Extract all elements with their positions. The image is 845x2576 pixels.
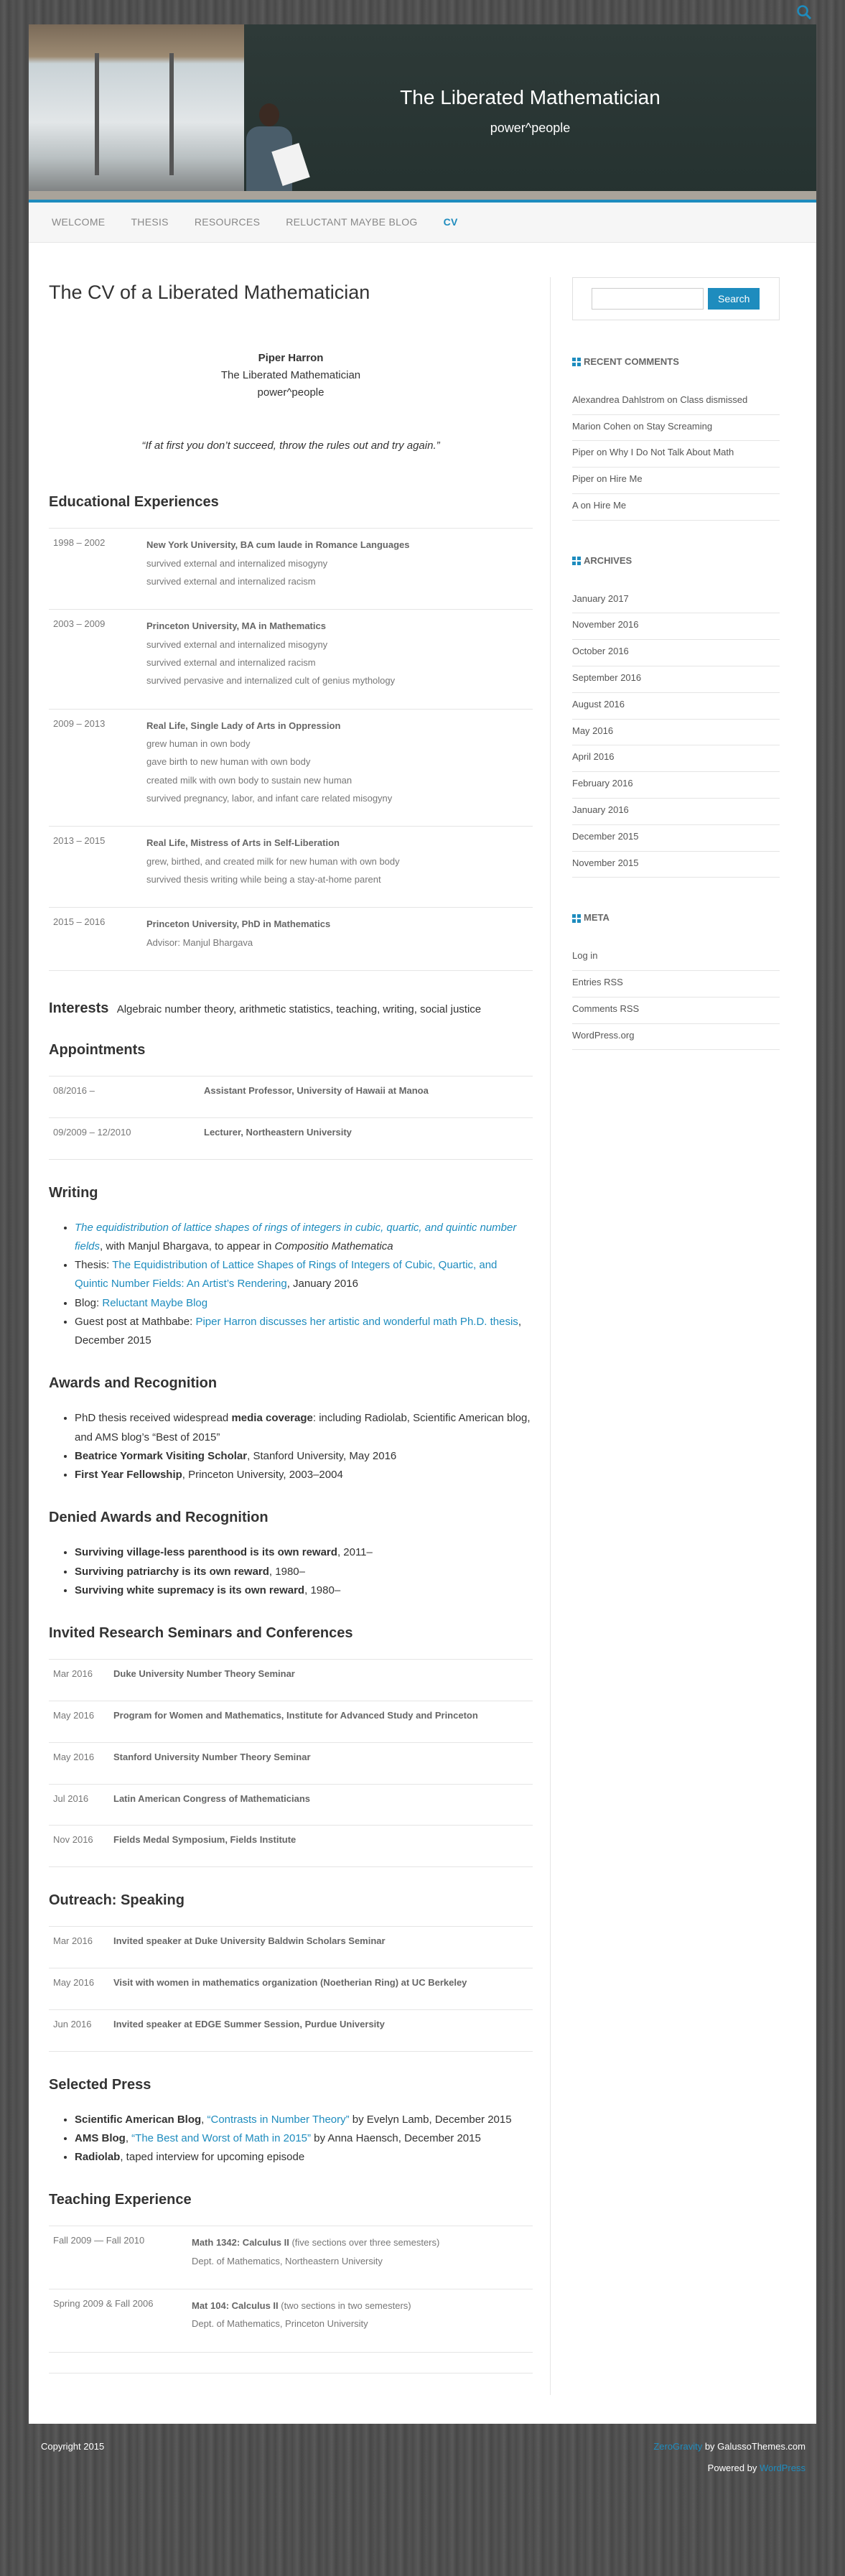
section-heading-education: Educational Experiences <box>49 494 219 511</box>
header-accent-line <box>29 200 816 203</box>
nav-item-welcome[interactable]: WELCOME <box>52 216 106 228</box>
interests-text: Algebraic number theory, arithmetic statistics, teaching, writing, social justice <box>116 1003 482 1016</box>
table-row <box>49 529 533 610</box>
press-list <box>75 2111 533 2167</box>
comment-on: on <box>594 447 610 458</box>
list-item-bold: media coverage <box>231 1412 313 1425</box>
row-date: 1998 – 2002 <box>53 537 106 549</box>
row-line: survived external and internalized racism <box>146 656 316 668</box>
comment-on: on <box>594 473 610 485</box>
comment-author[interactable]: Piper <box>572 473 594 485</box>
meta-link-wordpress[interactable]: WordPress.org <box>572 1024 780 1051</box>
powered-by: Powered by <box>707 2463 760 2474</box>
section-heading-appointments: Appointments <box>49 1042 146 1059</box>
list-item-text: , January 2016 <box>286 1278 358 1291</box>
archive-link[interactable]: October 2016 <box>572 640 780 666</box>
site-description: power^people <box>490 121 571 135</box>
row-date: Spring 2009 & Fall 2006 <box>53 2297 154 2309</box>
list-item-text: by Anna Haensch, December 2015 <box>311 2131 481 2144</box>
cv-name: Piper Harron <box>258 352 324 365</box>
table-row <box>49 1077 533 1118</box>
row-title: Fields Medal Symposium, Fields Institute <box>113 1834 297 1846</box>
sidebar <box>550 277 780 2395</box>
table-row <box>49 827 533 908</box>
list-item-bold: Surviving white supremacy is its own reward <box>75 1584 305 1596</box>
archive-link[interactable]: August 2016 <box>572 693 780 720</box>
press-link[interactable]: “The Best and Worst of Math in 2015” <box>131 2131 312 2144</box>
page-title: The CV of a Liberated Mathematician <box>49 282 370 303</box>
meta-link-entries-rss[interactable]: Entries RSS <box>572 971 780 998</box>
list-item <box>75 1219 533 1257</box>
theme-link[interactable]: ZeroGravity <box>653 2440 703 2452</box>
row-detail <box>146 717 392 808</box>
nav-item-reluctant-maybe-blog[interactable]: RELUCTANT MAYBE BLOG <box>286 216 418 228</box>
list-item-text: Blog: <box>75 1296 103 1309</box>
comment-on: on <box>630 420 647 432</box>
archive-link[interactable]: September 2016 <box>572 666 780 693</box>
list-item <box>572 441 780 468</box>
list-item <box>75 2148 533 2167</box>
comment-post-link[interactable]: Stay Screaming <box>646 420 713 432</box>
row-line: created milk with own body to sustain new human <box>146 774 353 786</box>
list-item-bold: First Year Fellowship <box>75 1469 182 1482</box>
list-item-text: , with Manjul Bhargava, to appear in <box>100 1240 275 1252</box>
nav-item-cv[interactable]: CV <box>443 216 458 228</box>
list-item-text: , Stanford University, May 2016 <box>247 1449 397 1462</box>
row-date: Jun 2016 <box>53 2018 92 2029</box>
footer-copyright: Copyright 2015 <box>41 2440 105 2452</box>
section-heading-outreach: Outreach: Speaking <box>49 1892 185 1909</box>
list-item <box>75 1563 533 1581</box>
list-item-bold: AMS Blog <box>75 2131 126 2144</box>
row-title: Real Life, Mistress of Arts in Self-Liberation <box>146 837 340 849</box>
row-note: (five sections over three semesters) <box>289 2237 440 2249</box>
education-table <box>49 528 533 971</box>
widget-heading-text: RECENT COMMENTS <box>584 356 679 367</box>
row-line: survived external and internalized misogyny <box>146 638 328 650</box>
list-item <box>572 415 780 442</box>
search-icon[interactable] <box>796 4 812 20</box>
section-heading-denied-awards: Denied Awards and Recognition <box>49 1510 269 1526</box>
meta-widget <box>572 911 780 1050</box>
page-wrapper <box>29 24 816 2424</box>
list-item <box>572 468 780 494</box>
cv-tagline: power^people <box>257 386 325 399</box>
list-item-text: , taped interview for upcoming episode <box>120 2151 305 2163</box>
list-item-text: PhD thesis received widespread <box>75 1412 232 1425</box>
appointments-table <box>49 1076 533 1160</box>
table-row <box>49 1927 533 1968</box>
row-title: New York University, BA cum laude in Romance Languages <box>146 539 410 551</box>
list-item: • Scientific American Blog, “Contrasts in Number Theory” by Evelyn Lamb, December 2015 <box>75 2111 533 2129</box>
search-input[interactable] <box>592 288 704 310</box>
row-detail <box>192 2233 439 2270</box>
top-bar <box>0 0 845 24</box>
list-item <box>75 1466 533 1484</box>
comment-on: on <box>664 394 681 405</box>
table-row <box>49 1118 533 1160</box>
row-line: Dept. of Mathematics, Northeastern University <box>192 2255 383 2266</box>
list-item-bold: Surviving village-less parenthood is its own reward <box>75 1546 337 1559</box>
row-date: Nov 2016 <box>53 1834 93 1846</box>
table-row <box>49 2289 533 2353</box>
row-title: Princeton University, MA in Mathematics <box>146 620 326 632</box>
list-item-text: Guest post at Mathbabe: <box>75 1315 196 1328</box>
cv-quote: “If at first you don’t succeed, throw the rules out and try again.” <box>141 440 440 452</box>
row-title: Math 1342: Calculus II <box>192 2237 289 2249</box>
comment-post-link[interactable]: Why I Do Not Talk About Math <box>610 447 734 458</box>
theme-by: by GalussoThemes.com <box>702 2440 806 2452</box>
table-row-empty <box>49 2353 533 2373</box>
row-date: Jul 2016 <box>53 1792 89 1804</box>
interests <box>49 997 533 1020</box>
row-title: Latin American Congress of Mathematicians <box>113 1792 311 1804</box>
table-row <box>49 710 533 827</box>
blog-link[interactable]: Reluctant Maybe Blog <box>102 1296 208 1309</box>
archive-link[interactable]: April 2016 <box>572 745 780 772</box>
footer-credits <box>653 2440 806 2490</box>
list-item <box>572 389 780 415</box>
cv-subtitle: The Liberated Mathematician <box>220 369 361 382</box>
outreach-table <box>49 1926 533 2051</box>
content-area <box>29 243 816 2424</box>
list-item-bold: Scientific American Blog <box>75 2113 202 2126</box>
teaching-table <box>49 2226 533 2373</box>
row-title: Invited speaker at Duke University Baldwin Scholars Seminar <box>113 1935 386 1947</box>
list-item-text: , December 2015 <box>75 1315 521 1347</box>
list-item-text: , 1980– <box>269 1565 305 1578</box>
header-image-window <box>29 24 244 203</box>
row-date: 2009 – 2013 <box>53 717 106 729</box>
main-column <box>49 277 550 2395</box>
grid-icon <box>572 358 581 366</box>
grid-icon <box>572 557 581 565</box>
denied-awards-list <box>75 1543 533 1600</box>
nav-item-resources[interactable]: RESOURCES <box>194 216 261 228</box>
table-row <box>49 1701 533 1743</box>
row-date: Mar 2016 <box>53 1668 93 1680</box>
press-link[interactable]: “Contrasts in Number Theory” <box>207 2113 350 2126</box>
row-title: Visit with women in mathematics organization (Noetherian Ring) at UC Berkeley <box>113 1976 467 1988</box>
row-date: May 2016 <box>53 1709 95 1721</box>
search-button[interactable]: Search <box>708 288 760 310</box>
row-title: Mat 104: Calculus II <box>192 2300 279 2311</box>
comment-author[interactable]: Marion Cohen <box>572 420 631 432</box>
header-image-shelf <box>29 191 816 200</box>
row-date: May 2016 <box>53 1976 95 1988</box>
guest-post-link[interactable]: Piper Harron discusses her artistic and wonderful math Ph.D. thesis <box>195 1315 518 1328</box>
list-item-text: , Princeton University, 2003–2004 <box>182 1469 343 1482</box>
row-date: Mar 2016 <box>53 1935 93 1947</box>
section-heading-teaching: Teaching Experience <box>49 2192 192 2208</box>
row-line: survived external and internalized misogyny <box>146 557 328 569</box>
list-item-text: , 1980– <box>304 1584 341 1596</box>
row-date: May 2016 <box>53 1751 95 1762</box>
list-item <box>75 1447 533 1466</box>
row-title: Invited speaker at EDGE Summer Session, Purdue University <box>113 2018 385 2029</box>
comment-post-link[interactable]: Hire Me <box>610 473 643 485</box>
seminars-table <box>49 1659 533 1867</box>
main-nav <box>29 203 816 243</box>
comment-author[interactable]: Piper <box>572 447 594 458</box>
list-item <box>75 1294 533 1313</box>
site-header <box>29 24 816 203</box>
list-item-text: Thesis: <box>75 1259 113 1272</box>
table-row <box>49 610 533 709</box>
list-item-bold: Beatrice Yormark Visiting Scholar <box>75 1449 248 1462</box>
row-date: 09/2009 – 12/2010 <box>53 1126 131 1138</box>
table-row <box>49 1743 533 1785</box>
row-title: Stanford University Number Theory Seminar <box>113 1751 311 1762</box>
row-date: 08/2016 – <box>53 1085 95 1097</box>
widget-heading-text: META <box>584 912 610 924</box>
row-title: Program for Women and Mathematics, Institute for Advanced Study and Princeton <box>113 1709 478 1721</box>
list-item <box>75 1581 533 1600</box>
comment-author[interactable]: Alexandrea Dahlstrom <box>572 394 665 405</box>
row-line: survived pregnancy, labor, and infant care related misogyny <box>146 792 393 804</box>
widget-title-recent-comments <box>572 355 780 370</box>
list-item <box>75 1313 533 1351</box>
row-line: survived external and internalized racism <box>146 575 316 587</box>
archive-link[interactable]: December 2015 <box>572 825 780 852</box>
table-row <box>49 2226 533 2289</box>
grid-icon <box>572 914 581 923</box>
section-heading-writing: Writing <box>49 1184 98 1201</box>
table-row <box>49 1785 533 1826</box>
list-item: • AMS Blog, “The Best and Worst of Math in 2015” by Anna Haensch, December 2015 <box>75 2129 533 2148</box>
list-item-text: , 2011– <box>337 1546 373 1559</box>
journal-name: Compositio Mathematica <box>274 1240 393 1252</box>
row-detail <box>192 2297 411 2333</box>
table-row <box>49 1968 533 2010</box>
table-row <box>49 1826 533 1867</box>
site-title[interactable]: The Liberated Mathematician <box>400 86 660 108</box>
row-date: Fall 2009 — Fall 2010 <box>53 2235 145 2246</box>
section-heading-awards: Awards and Recognition <box>49 1375 218 1392</box>
row-title: Lecturer, Northeastern University <box>204 1126 352 1138</box>
row-detail <box>146 834 400 888</box>
row-date: 2003 – 2009 <box>53 618 106 630</box>
row-title: Princeton University, PhD in Mathematics <box>146 919 331 930</box>
row-line: gave birth to new human with own body <box>146 756 311 768</box>
table-row <box>49 1660 533 1701</box>
recent-comments-widget <box>572 355 780 521</box>
row-title: Real Life, Single Lady of Arts in Oppression <box>146 720 341 731</box>
site-footer <box>0 2424 845 2490</box>
paper-link[interactable]: The equidistribution of lattice shapes of rings of integers in cubic, quartic, and quintic number fields <box>75 1221 517 1252</box>
list-item <box>75 1256 533 1294</box>
row-detail <box>146 536 410 590</box>
list-item <box>75 1409 533 1447</box>
table-row <box>49 2010 533 2052</box>
thesis-link[interactable]: The Equidistribution of Lattice Shapes of Rings of Integers of Cubic, Quartic, and Quintic Number Fields: An Artist’s Rendering <box>75 1259 498 1291</box>
widget-title-archives <box>572 554 780 569</box>
section-heading-press: Selected Press <box>49 2076 151 2093</box>
list-item <box>75 1543 533 1562</box>
awards-list <box>75 1409 533 1484</box>
row-line: grew, birthed, and created milk for new human with own body <box>146 855 400 867</box>
search-widget <box>572 277 780 320</box>
archive-link[interactable]: January 2016 <box>572 799 780 825</box>
list-item-text: : including Radiolab, Scientific American blog, and AMS blog’s “Best of 2015” <box>75 1412 531 1443</box>
row-date: 2015 – 2016 <box>53 916 106 928</box>
list-item <box>572 494 780 521</box>
meta-link-login[interactable]: Log in <box>572 944 780 971</box>
row-line: grew human in own body <box>146 738 251 749</box>
archive-link[interactable]: January 2017 <box>572 587 780 614</box>
meta-link-comments-rss[interactable]: Comments RSS <box>572 998 780 1024</box>
row-line: survived pervasive and internalized cult of genius mythology <box>146 675 396 687</box>
table-row <box>49 908 533 971</box>
archive-link[interactable]: February 2016 <box>572 772 780 799</box>
comment-author[interactable]: A <box>572 499 578 511</box>
comment-post-link[interactable]: Hire Me <box>593 499 627 511</box>
archive-link[interactable]: November 2015 <box>572 852 780 878</box>
cv-header <box>49 350 533 401</box>
wordpress-link[interactable]: WordPress <box>759 2463 806 2474</box>
row-detail <box>146 617 395 689</box>
comment-post-link[interactable]: Class dismissed <box>680 394 748 405</box>
row-date: 2013 – 2015 <box>53 835 106 847</box>
list-item-bold: Surviving patriarchy is its own reward <box>75 1565 269 1578</box>
archive-link[interactable]: November 2016 <box>572 613 780 640</box>
archives-widget <box>572 554 780 878</box>
row-line: survived thesis writing while being a stay-at-home parent <box>146 874 381 885</box>
row-line: Dept. of Mathematics, Princeton University <box>192 2318 368 2330</box>
widget-title-meta <box>572 911 780 926</box>
archive-link[interactable]: May 2016 <box>572 720 780 746</box>
row-note: (two sections in two semesters) <box>278 2300 411 2311</box>
widget-heading-text: ARCHIVES <box>584 554 632 566</box>
row-line: Advisor: Manjul Bhargava <box>146 936 253 948</box>
row-title: Assistant Professor, University of Hawaii at Manoa <box>204 1085 429 1097</box>
comment-on: on <box>577 499 594 511</box>
section-heading-seminars: Invited Research Seminars and Conferences <box>49 1625 353 1642</box>
list-item-text: by Evelyn Lamb, December 2015 <box>349 2113 512 2126</box>
row-title: Duke University Number Theory Seminar <box>113 1668 295 1680</box>
interests-label: Interests <box>49 1000 109 1017</box>
nav-item-thesis[interactable]: THESIS <box>131 216 169 228</box>
list-item-bold: Radiolab <box>75 2151 121 2163</box>
row-detail <box>146 915 330 952</box>
writing-list <box>75 1219 533 1351</box>
